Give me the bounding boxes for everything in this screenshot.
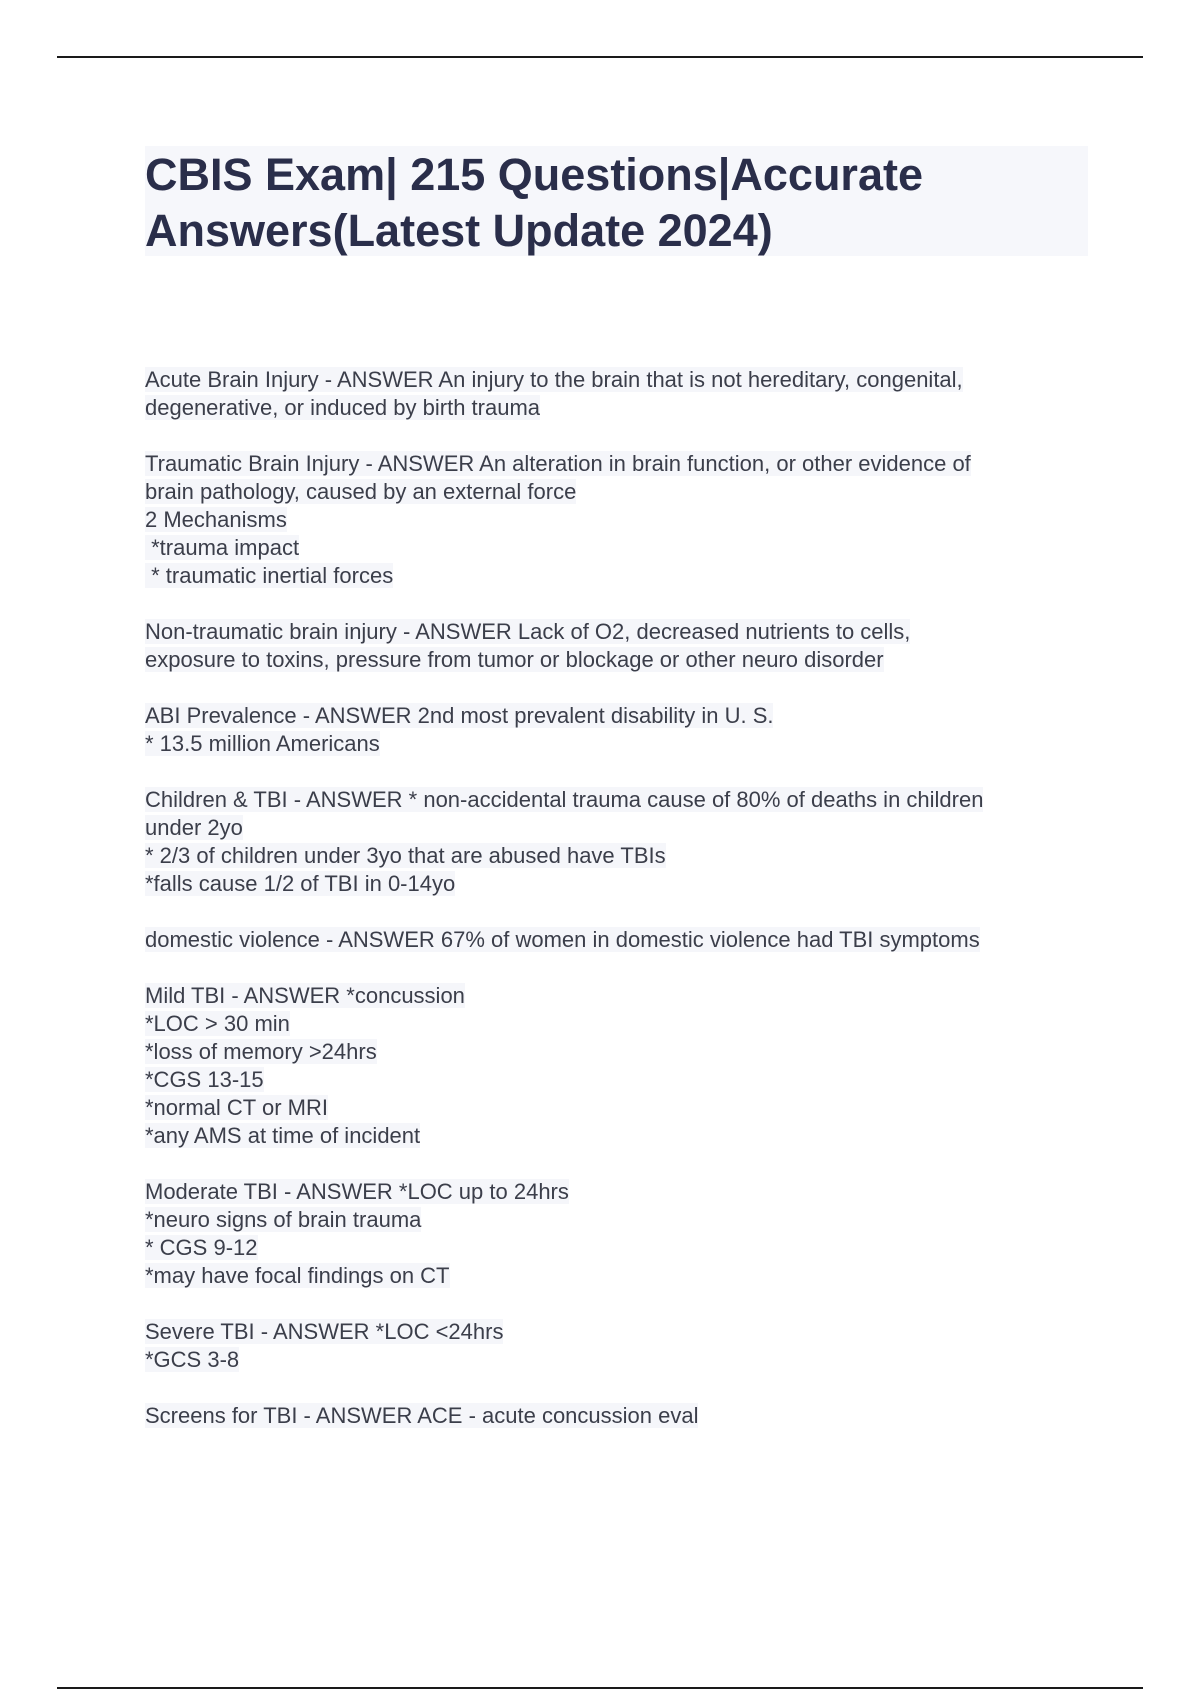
qa-entry [145, 786, 1105, 898]
qa-line: *any AMS at time of incident [145, 1123, 421, 1148]
qa-line: *falls cause 1/2 of TBI in 0-14yo [145, 871, 456, 896]
qa-line: Children & TBI - ANSWER * non-accidental trauma cause of 80% of deaths in children [145, 787, 984, 812]
qa-line: Moderate TBI - ANSWER *LOC up to 24hrs [145, 1179, 569, 1204]
qa-line: degenerative, or induced by birth trauma [145, 395, 541, 420]
qa-line: Acute Brain Injury - ANSWER An injury to the brain that is not hereditary, congenital, [145, 367, 963, 392]
qa-line: * 13.5 million Americans [145, 731, 380, 756]
footer-rule [57, 1687, 1143, 1689]
qa-entry [145, 450, 1105, 590]
qa-line: *GCS 3-8 [145, 1347, 240, 1372]
qa-entry [145, 926, 1105, 954]
qa-line: *trauma impact [145, 535, 300, 560]
qa-line: *LOC > 30 min [145, 1011, 290, 1036]
qa-entry [145, 1402, 1105, 1430]
qa-line: domestic violence - ANSWER 67% of women in domestic violence had TBI symptoms [145, 927, 980, 952]
qa-list [145, 366, 1105, 1458]
qa-line: under 2yo [145, 815, 243, 840]
qa-entry [145, 618, 1105, 674]
qa-line: ABI Prevalence - ANSWER 2nd most prevalent disability in U. S. [145, 703, 774, 728]
qa-line: Traumatic Brain Injury - ANSWER An alteration in brain function, or other evidence of [145, 451, 971, 476]
qa-line: *neuro signs of brain trauma [145, 1207, 422, 1232]
qa-line: brain pathology, caused by an external force [145, 479, 577, 504]
qa-entry [145, 702, 1105, 758]
qa-line: * CGS 9-12 [145, 1235, 258, 1260]
qa-entry [145, 366, 1105, 422]
qa-line: Severe TBI - ANSWER *LOC <24hrs [145, 1319, 504, 1344]
qa-line: Screens for TBI - ANSWER ACE - acute concussion eval [145, 1403, 699, 1428]
qa-line: exposure to toxins, pressure from tumor or blockage or other neuro disorder [145, 647, 884, 672]
qa-entry [145, 1318, 1105, 1374]
document-title: CBIS Exam| 215 Questions|Accurate Answers(Latest Update 2024) [145, 149, 923, 256]
qa-entry [145, 1178, 1105, 1290]
qa-line: *loss of memory >24hrs [145, 1039, 377, 1064]
header-rule [57, 56, 1143, 58]
qa-line: * 2/3 of children under 3yo that are abused have TBIs [145, 843, 666, 868]
qa-entry [145, 982, 1105, 1150]
qa-line: *normal CT or MRI [145, 1095, 328, 1120]
qa-line: * traumatic inertial forces [145, 563, 394, 588]
qa-line: Non-traumatic brain injury - ANSWER Lack of O2, decreased nutrients to cells, [145, 619, 911, 644]
qa-line: 2 Mechanisms [145, 507, 287, 532]
qa-line: *CGS 13-15 [145, 1067, 264, 1092]
qa-line: *may have focal findings on CT [145, 1263, 450, 1288]
qa-line: Mild TBI - ANSWER *concussion [145, 983, 465, 1008]
